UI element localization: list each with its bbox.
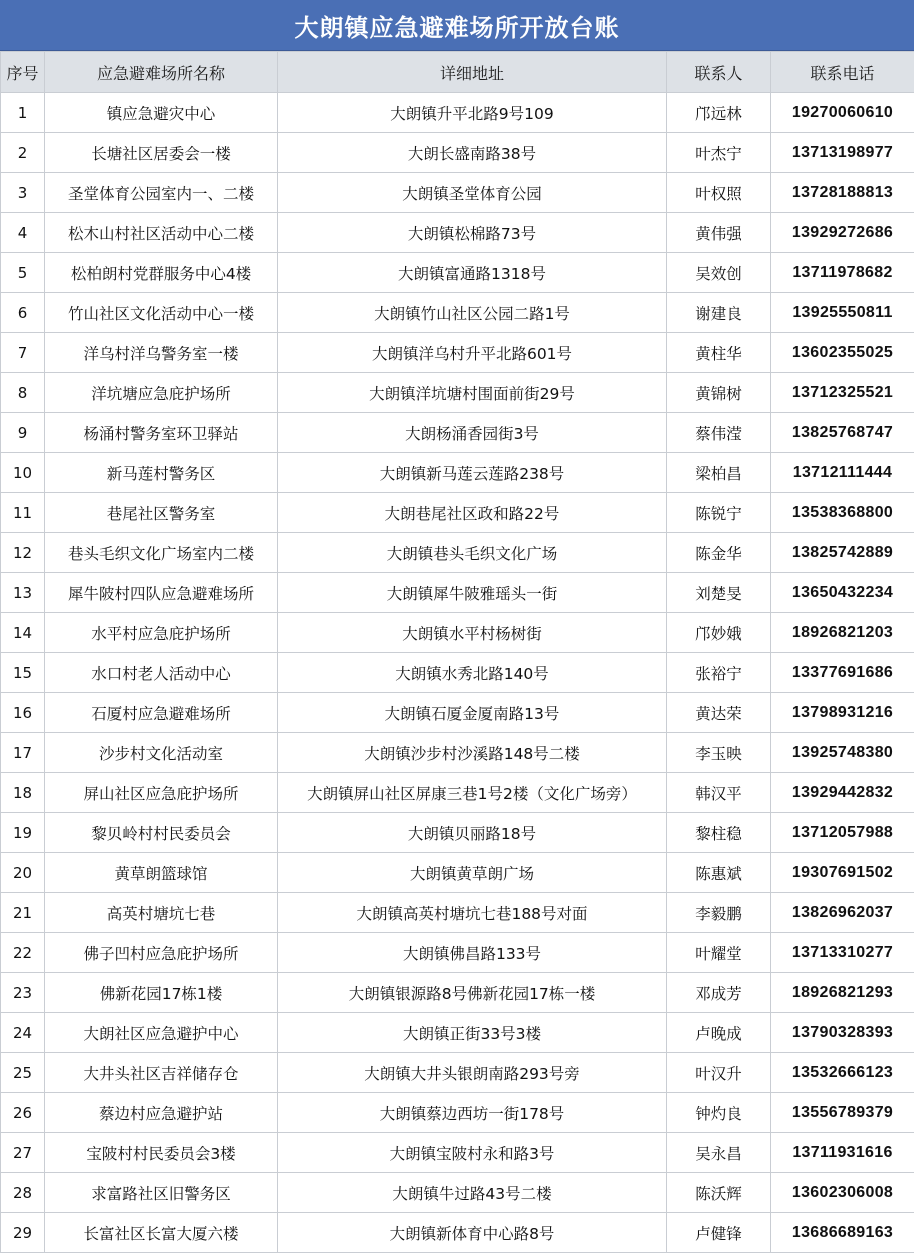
cell-address: 大朗长盛南路38号 [278,133,667,173]
cell-phone: 13790328393 [771,1013,914,1053]
cell-address: 大朗镇水秀北路140号 [278,653,667,693]
header-contact: 联系人 [667,52,771,93]
cell-contact: 陈金华 [667,533,771,573]
cell-shelter-name: 圣堂体育公园室内一、二楼 [45,173,278,213]
cell-address: 大朗镇巷头毛织文化广场 [278,533,667,573]
cell-address: 大朗镇牛过路43号二楼 [278,1173,667,1213]
cell-contact: 张裕宁 [667,653,771,693]
cell-phone: 13602355025 [771,333,914,373]
cell-no: 22 [1,933,45,973]
table-row [1,1133,914,1173]
cell-address: 大朗镇圣堂体育公园 [278,173,667,213]
cell-no: 5 [1,253,45,293]
cell-contact: 陈惠斌 [667,853,771,893]
cell-shelter-name: 沙步村文化活动室 [45,733,278,773]
cell-contact: 谢建良 [667,293,771,333]
cell-address: 大朗镇水平村杨树街 [278,613,667,653]
cell-shelter-name: 长塘社区居委会一楼 [45,133,278,173]
cell-contact: 钟灼良 [667,1093,771,1133]
cell-shelter-name: 大朗社区应急避护中心 [45,1013,278,1053]
cell-no: 16 [1,693,45,733]
cell-phone: 13825768747 [771,413,914,453]
cell-no: 27 [1,1133,45,1173]
cell-phone: 18926821203 [771,613,914,653]
table-row [1,453,914,493]
cell-no: 14 [1,613,45,653]
cell-phone: 19270060610 [771,93,914,133]
cell-shelter-name: 巷尾社区警务室 [45,493,278,533]
cell-contact: 韩汉平 [667,773,771,813]
table-row [1,413,914,453]
cell-no: 4 [1,213,45,253]
header-phone: 联系电话 [771,52,914,93]
cell-contact: 叶汉升 [667,1053,771,1093]
cell-no: 13 [1,573,45,613]
cell-address: 大朗镇新体育中心路8号 [278,1213,667,1253]
cell-phone: 13728188813 [771,173,914,213]
cell-no: 3 [1,173,45,213]
cell-phone: 13826962037 [771,893,914,933]
header-shelter-name: 应急避难场所名称 [45,52,278,93]
cell-phone: 13556789379 [771,1093,914,1133]
table-row [1,973,914,1013]
cell-contact: 李毅鹏 [667,893,771,933]
cell-contact: 黄达荣 [667,693,771,733]
cell-shelter-name: 长富社区长富大厦六楼 [45,1213,278,1253]
table-row [1,733,914,773]
cell-phone: 13713310277 [771,933,914,973]
cell-phone: 13825742889 [771,533,914,573]
table-row [1,253,914,293]
cell-shelter-name: 杨涌村警务室环卫驿站 [45,413,278,453]
cell-shelter-name: 镇应急避灾中心 [45,93,278,133]
cell-shelter-name: 屏山社区应急庇护场所 [45,773,278,813]
cell-address: 大朗镇正街33号3楼 [278,1013,667,1053]
cell-no: 1 [1,93,45,133]
table-row [1,1013,914,1053]
cell-address: 大朗镇银源路8号佛新花园17栋一楼 [278,973,667,1013]
table-row [1,653,914,693]
cell-phone: 13532666123 [771,1053,914,1093]
cell-phone: 13925748380 [771,733,914,773]
table-row [1,893,914,933]
cell-contact: 叶杰宁 [667,133,771,173]
table-row [1,1053,914,1093]
cell-contact: 卢健锋 [667,1213,771,1253]
cell-shelter-name: 竹山社区文化活动中心一楼 [45,293,278,333]
cell-address: 大朗镇新马莲云莲路238号 [278,453,667,493]
cell-shelter-name: 大井头社区吉祥储存仓 [45,1053,278,1093]
table-row [1,1173,914,1213]
cell-contact: 邝妙娥 [667,613,771,653]
header-no: 序号 [1,52,45,93]
shelter-table [0,51,914,1253]
cell-no: 21 [1,893,45,933]
cell-contact: 陈沃辉 [667,1173,771,1213]
cell-shelter-name: 洋乌村洋乌警务室一楼 [45,333,278,373]
cell-shelter-name: 松木山村社区活动中心二楼 [45,213,278,253]
cell-no: 25 [1,1053,45,1093]
cell-address: 大朗镇大井头银朗南路293号旁 [278,1053,667,1093]
cell-no: 20 [1,853,45,893]
cell-shelter-name: 佛新花园17栋1楼 [45,973,278,1013]
cell-contact: 李玉映 [667,733,771,773]
cell-shelter-name: 水口村老人活动中心 [45,653,278,693]
cell-address: 大朗镇升平北路9号109 [278,93,667,133]
cell-shelter-name: 新马莲村警务区 [45,453,278,493]
cell-address: 大朗巷尾社区政和路22号 [278,493,667,533]
cell-address: 大朗镇贝丽路18号 [278,813,667,853]
cell-contact: 黄柱华 [667,333,771,373]
cell-address: 大朗镇洋乌村升平北路601号 [278,333,667,373]
cell-contact: 黄伟强 [667,213,771,253]
cell-address: 大朗镇洋坑塘村围面前街29号 [278,373,667,413]
cell-phone: 13798931216 [771,693,914,733]
ledger-title: 大朗镇应急避难场所开放台账 [0,0,914,51]
cell-phone: 13712057988 [771,813,914,853]
table-row [1,373,914,413]
table-row [1,533,914,573]
table-row [1,853,914,893]
cell-phone: 13712111444 [771,453,914,493]
table-row [1,133,914,173]
table-row [1,813,914,853]
table-row [1,933,914,973]
cell-address: 大朗镇松棉路73号 [278,213,667,253]
cell-phone: 18926821293 [771,973,914,1013]
table-row [1,213,914,253]
cell-address: 大朗杨涌香园街3号 [278,413,667,453]
table-row [1,93,914,133]
cell-no: 29 [1,1213,45,1253]
cell-shelter-name: 石厦村应急避难场所 [45,693,278,733]
cell-no: 17 [1,733,45,773]
cell-shelter-name: 佛子凹村应急庇护场所 [45,933,278,973]
cell-no: 23 [1,973,45,1013]
table-row [1,773,914,813]
table-header [1,52,914,93]
cell-contact: 吴效创 [667,253,771,293]
cell-shelter-name: 水平村应急庇护场所 [45,613,278,653]
cell-address: 大朗镇黄草朗广场 [278,853,667,893]
cell-shelter-name: 松柏朗村党群服务中心4楼 [45,253,278,293]
cell-address: 大朗镇竹山社区公园二路1号 [278,293,667,333]
cell-contact: 邝远林 [667,93,771,133]
cell-phone: 13713198977 [771,133,914,173]
cell-no: 12 [1,533,45,573]
cell-phone: 13925550811 [771,293,914,333]
cell-contact: 邓成芳 [667,973,771,1013]
cell-no: 15 [1,653,45,693]
table-row [1,293,914,333]
cell-shelter-name: 黎贝岭村村民委员会 [45,813,278,853]
cell-contact: 蔡伟滢 [667,413,771,453]
cell-shelter-name: 黄草朗篮球馆 [45,853,278,893]
cell-phone: 13711931616 [771,1133,914,1173]
cell-shelter-name: 求富路社区旧警务区 [45,1173,278,1213]
table-row [1,1213,914,1253]
header-address: 详细地址 [278,52,667,93]
cell-contact: 叶权照 [667,173,771,213]
cell-phone: 13686689163 [771,1213,914,1253]
table-row [1,573,914,613]
cell-address: 大朗镇沙步村沙溪路148号二楼 [278,733,667,773]
cell-no: 26 [1,1093,45,1133]
cell-phone: 13602306008 [771,1173,914,1213]
cell-phone: 13929442832 [771,773,914,813]
table-row [1,173,914,213]
table-row [1,613,914,653]
cell-address: 大朗镇屏山社区屏康三巷1号2楼（文化广场旁） [278,773,667,813]
cell-shelter-name: 宝陂村村民委员会3楼 [45,1133,278,1173]
cell-no: 6 [1,293,45,333]
cell-address: 大朗镇蔡边西坊一街178号 [278,1093,667,1133]
cell-contact: 黎柱稳 [667,813,771,853]
cell-phone: 13650432234 [771,573,914,613]
cell-phone: 13538368800 [771,493,914,533]
table-row [1,693,914,733]
cell-contact: 黄锦树 [667,373,771,413]
cell-shelter-name: 犀牛陂村四队应急避难场所 [45,573,278,613]
cell-contact: 陈锐宁 [667,493,771,533]
cell-phone: 13711978682 [771,253,914,293]
cell-shelter-name: 蔡边村应急避护站 [45,1093,278,1133]
cell-no: 18 [1,773,45,813]
table-row [1,1093,914,1133]
cell-contact: 梁柏昌 [667,453,771,493]
cell-phone: 13929272686 [771,213,914,253]
table-body [1,93,914,1253]
cell-no: 19 [1,813,45,853]
table-row [1,493,914,533]
cell-shelter-name: 巷头毛织文化广场室内二楼 [45,533,278,573]
header-row [1,52,914,93]
cell-no: 10 [1,453,45,493]
cell-shelter-name: 洋坑塘应急庇护场所 [45,373,278,413]
cell-address: 大朗镇富通路1318号 [278,253,667,293]
cell-address: 大朗镇高英村塘坑七巷188号对面 [278,893,667,933]
cell-phone: 13712325521 [771,373,914,413]
cell-shelter-name: 高英村塘坑七巷 [45,893,278,933]
cell-no: 24 [1,1013,45,1053]
cell-phone: 13377691686 [771,653,914,693]
cell-no: 9 [1,413,45,453]
cell-contact: 吴永昌 [667,1133,771,1173]
cell-address: 大朗镇佛昌路133号 [278,933,667,973]
cell-contact: 刘楚旻 [667,573,771,613]
table-row [1,333,914,373]
cell-address: 大朗镇宝陂村永和路3号 [278,1133,667,1173]
cell-contact: 卢晚成 [667,1013,771,1053]
cell-no: 28 [1,1173,45,1213]
cell-no: 8 [1,373,45,413]
cell-no: 11 [1,493,45,533]
cell-no: 7 [1,333,45,373]
cell-phone: 19307691502 [771,853,914,893]
cell-no: 2 [1,133,45,173]
cell-address: 大朗镇石厦金厦南路13号 [278,693,667,733]
cell-address: 大朗镇犀牛陂雅瑶头一街 [278,573,667,613]
cell-contact: 叶耀堂 [667,933,771,973]
